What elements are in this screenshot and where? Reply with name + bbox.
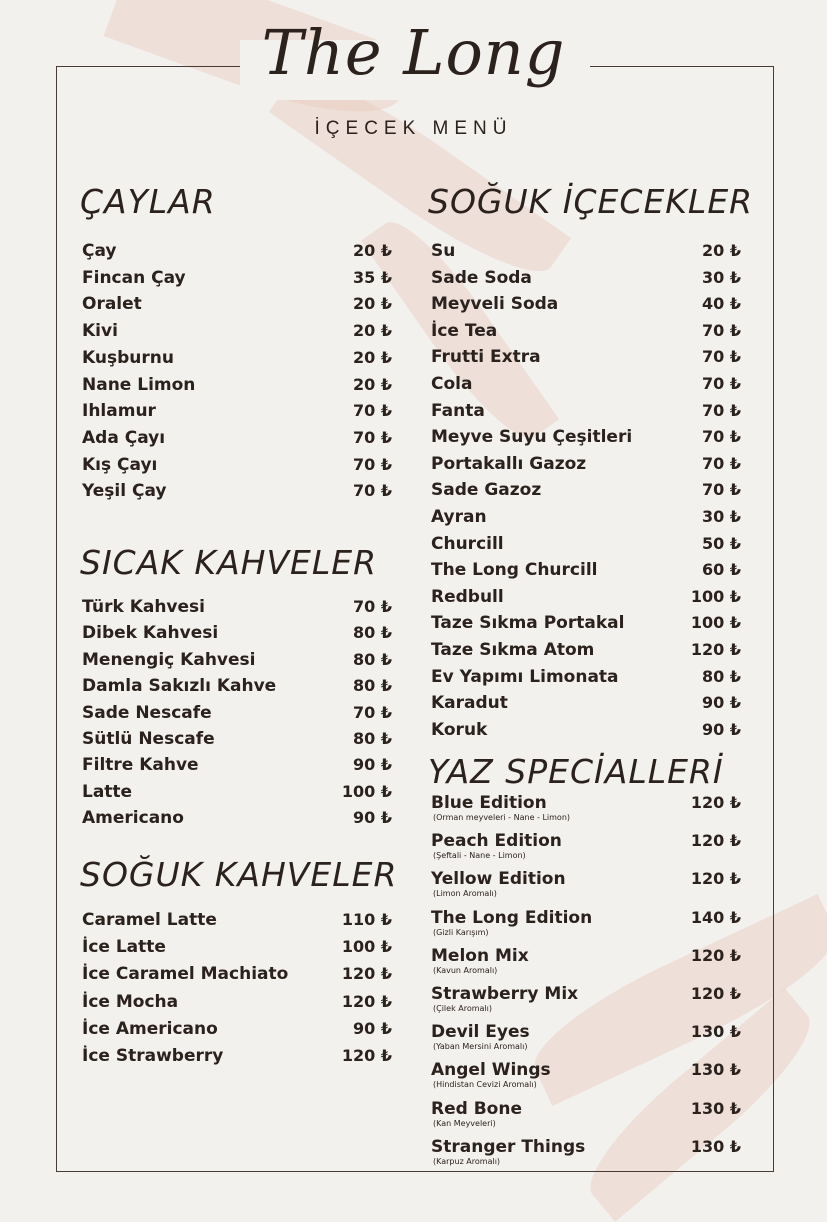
menu-item-row [82,1019,392,1045]
menu-item-row [431,720,741,746]
menu-item-price: 50 ₺ [702,533,741,553]
menu-item-row [82,401,392,427]
menu-item-row [431,401,741,427]
menu-item-name: Dibek Kahvesi [82,623,219,644]
menu-item-name: Churcill [431,533,504,554]
menu-item-row [431,321,741,347]
menu-item-row [431,640,741,666]
menu-item-name: Sade Nescafe [82,702,212,723]
menu-item-price: 70 ₺ [353,702,392,722]
menu-item-row [82,910,392,936]
menu-item-name: İce Mocha [82,991,179,1012]
menu-item-price: 130 ₺ [690,1022,741,1042]
menu-item-price: 20 ₺ [353,347,392,367]
menu-item-row [82,650,392,676]
menu-item-name: Frutti Extra [431,347,541,368]
menu-item-row [431,480,741,506]
menu-item-row [82,375,392,401]
menu-item-row [431,268,741,294]
section-heading-caylar: ÇAYLAR [80,182,216,221]
menu-item-name: The Long Edition [431,907,593,928]
menu-item-price: 70 ₺ [702,453,741,473]
menu-item-row [82,623,392,649]
menu-item-row [82,321,392,347]
menu-item-name: Çay [82,241,117,261]
menu-item-name: Yellow Edition [431,869,566,890]
menu-item-price: 70 ₺ [353,401,392,421]
menu-item-row [431,587,741,613]
menu-item-price: 90 ₺ [702,719,741,739]
menu-item-price: 35 ₺ [353,267,392,287]
menu-item-row [431,560,741,586]
menu-item-row [82,729,392,755]
menu-item-row [431,869,741,899]
section-heading-yaz-specialleri: YAZ SPECİALLERİ [428,752,724,791]
menu-item-row [431,507,741,533]
menu-item-price: 120 ₺ [690,831,741,851]
menu-item-price: 80 ₺ [353,729,392,748]
menu-item-row [431,454,741,480]
menu-item-name: Koruk [431,719,488,740]
menu-item-name: Ev Yapımı Limonata [431,666,619,687]
menu-item-name: Yeşil Çay [82,481,167,502]
menu-item-name: Filtre Kahve [82,755,199,776]
menu-item-price: 120 ₺ [690,640,741,659]
menu-item-price: 70 ₺ [353,427,392,447]
menu-item-price: 130 ₺ [690,1136,741,1156]
menu-item-price: 80 ₺ [353,676,392,696]
menu-item-name: İce Caramel Machiato [82,964,289,985]
menu-item-name: Devil Eyes [431,1022,530,1043]
menu-item-row [82,428,392,454]
menu-item-row [82,241,392,267]
menu-item-name: Nane Limon [82,374,196,395]
menu-item-price: 40 ₺ [702,294,741,314]
menu-item-row [431,793,741,822]
menu-item-price: 100 ₺ [690,586,741,606]
menu-item-row [82,676,392,702]
menu-item-price: 90 ₺ [353,1018,392,1038]
menu-item-name: Fincan Çay [82,267,186,288]
menu-item-row [431,945,741,975]
menu-item-price: 80 ₺ [353,623,392,643]
menu-item-row [82,782,392,808]
menu-item-name: Ayran [431,507,487,527]
menu-item-price: 90 ₺ [353,808,392,828]
menu-item-name: Meyve Suyu Çeşitleri [431,427,633,448]
menu-item-price: 70 ₺ [702,400,741,420]
menu-item-description: (Limon Aromalı) [433,889,497,899]
menu-item-row [82,992,392,1018]
menu-item-description: (Yaban Mersini Aromalı) [433,1042,528,1052]
menu-item-name: Stranger Things [431,1136,586,1157]
menu-item-name: Americano [82,808,184,829]
section-heading-sicak-kahveler: SICAK KAHVELER [80,543,378,582]
menu-item-row [431,427,741,453]
menu-item-name: Ihlamur [82,401,156,422]
menu-item-name: Sade Soda [431,267,532,288]
menu-item-price: 30 ₺ [702,267,741,287]
menu-item-row [82,964,392,990]
brand-logo: The Long [261,16,566,89]
menu-item-name: Taze Sıkma Portakal [431,613,625,634]
menu-item-row [431,831,741,861]
menu-item-price: 20 ₺ [353,294,392,314]
menu-item-description: (Hindistan Cevizi Aromalı) [433,1080,537,1090]
menu-item-row [82,597,392,623]
menu-item-name: Latte [82,781,133,802]
menu-item-description: (Gizli Karışım) [433,927,489,937]
menu-item-price: 70 ₺ [353,454,392,474]
menu-item-description: (Orman meyveleri - Nane - Limon) [433,813,571,822]
menu-subtitle: İÇECEK MENÜ [314,118,513,139]
menu-item-name: Strawberry Mix [431,984,579,1004]
menu-item-name: İce Tea [431,320,498,341]
menu-item-row [82,808,392,834]
menu-item-name: Meyveli Soda [431,294,559,315]
menu-item-name: Sütlü Nescafe [82,729,215,749]
menu-item-name: Menengiç Kahvesi [82,649,256,670]
menu-item-name: Portakallı Gazoz [431,453,587,474]
menu-item-price: 70 ₺ [353,597,392,616]
menu-item-row [431,693,741,719]
menu-item-price: 130 ₺ [690,1098,741,1118]
menu-item-description: (Kan Meyveleri) [433,1118,496,1128]
menu-item-price: 90 ₺ [353,755,392,775]
menu-item-row [82,294,392,320]
menu-item-name: Taze Sıkma Atom [431,640,595,660]
menu-item-price: 70 ₺ [702,374,741,393]
menu-item-price: 20 ₺ [353,321,392,341]
section-heading-soguk-icecekler: SOĞUK İÇECEKLER [428,182,754,221]
menu-item-price: 90 ₺ [702,693,741,713]
menu-item-name: İce Latte [82,937,166,958]
menu-item-row [431,984,741,1013]
menu-item-price: 120 ₺ [341,1046,392,1065]
menu-item-name: Karadut [431,693,508,714]
menu-item-price: 30 ₺ [702,507,741,526]
menu-item-price: 20 ₺ [702,241,741,260]
menu-item-name: Redbull [431,586,504,607]
menu-item-row [82,481,392,507]
menu-item-row [431,534,741,560]
menu-item-name: Red Bone [431,1098,522,1119]
menu-item-price: 100 ₺ [341,937,392,957]
menu-item-name: Türk Kahvesi [82,597,205,617]
menu-item-row [431,1022,741,1052]
menu-item-name: Angel Wings [431,1060,551,1081]
menu-item-name: Blue Edition [431,793,547,813]
section-heading-soguk-kahveler: SOĞUK KAHVELER [80,855,398,894]
menu-item-price: 100 ₺ [341,781,392,801]
menu-item-name: Kivi [82,321,118,342]
menu-item-price: 70 ₺ [702,347,741,367]
menu-item-price: 120 ₺ [341,964,392,984]
menu-item-row [82,755,392,781]
menu-item-price: 70 ₺ [702,480,741,500]
menu-item-row [431,1136,741,1166]
menu-item-name: The Long Churcill [431,560,598,581]
menu-item-price: 120 ₺ [690,793,741,812]
menu-item-price: 140 ₺ [690,907,741,927]
menu-item-price: 80 ₺ [353,649,392,669]
menu-item-name: Su [431,241,456,261]
menu-item-price: 70 ₺ [353,481,392,501]
menu-item-name: Damla Sakızlı Kahve [82,676,277,697]
menu-item-row [431,241,741,267]
menu-item-price: 20 ₺ [353,374,392,394]
menu-item-row [82,937,392,963]
menu-item-price: 20 ₺ [353,241,392,260]
menu-item-row [82,1046,392,1072]
menu-item-row [82,455,392,481]
menu-item-name: Peach Edition [431,831,562,852]
menu-item-row [82,703,392,729]
menu-item-name: Kış Çayı [82,454,158,475]
menu-item-price: 70 ₺ [702,427,741,447]
menu-item-name: Sade Gazoz [431,480,542,501]
menu-item-name: İce Americano [82,1018,218,1039]
menu-item-row [82,348,392,374]
menu-item-price: 130 ₺ [690,1060,741,1080]
menu-item-name: Oralet [82,294,142,315]
menu-item-row [431,613,741,639]
menu-item-row [431,907,741,937]
menu-item-description: (Çilek Aromalı) [433,1004,492,1013]
menu-item-row [431,1060,741,1090]
menu-item-description: (Kavun Aromalı) [433,965,498,975]
menu-item-price: 120 ₺ [341,991,392,1011]
menu-item-row [431,374,741,400]
menu-item-name: Fanta [431,400,485,421]
menu-item-name: Kuşburnu [82,347,174,368]
menu-item-name: Melon Mix [431,945,529,966]
menu-item-row [431,294,741,320]
menu-item-name: İce Strawberry [82,1046,224,1066]
menu-item-description: (Şeftali - Nane - Limon) [433,851,526,861]
menu-item-price: 110 ₺ [341,910,392,929]
menu-item-price: 120 ₺ [690,984,741,1003]
menu-item-row [431,667,741,693]
menu-item-price: 100 ₺ [690,613,741,633]
menu-item-price: 70 ₺ [702,320,741,340]
menu-item-price: 120 ₺ [690,945,741,965]
menu-item-name: Cola [431,374,473,394]
menu-item-name: Ada Çayı [82,427,166,448]
menu-item-row [82,268,392,294]
menu-item-name: Caramel Latte [82,910,217,930]
menu-item-row [431,1098,741,1128]
menu-item-row [431,347,741,373]
menu-item-price: 60 ₺ [702,560,741,580]
menu-item-price: 120 ₺ [690,869,741,889]
menu-item-description: (Karpuz Aromalı) [433,1156,501,1166]
menu-item-price: 80 ₺ [702,666,741,686]
